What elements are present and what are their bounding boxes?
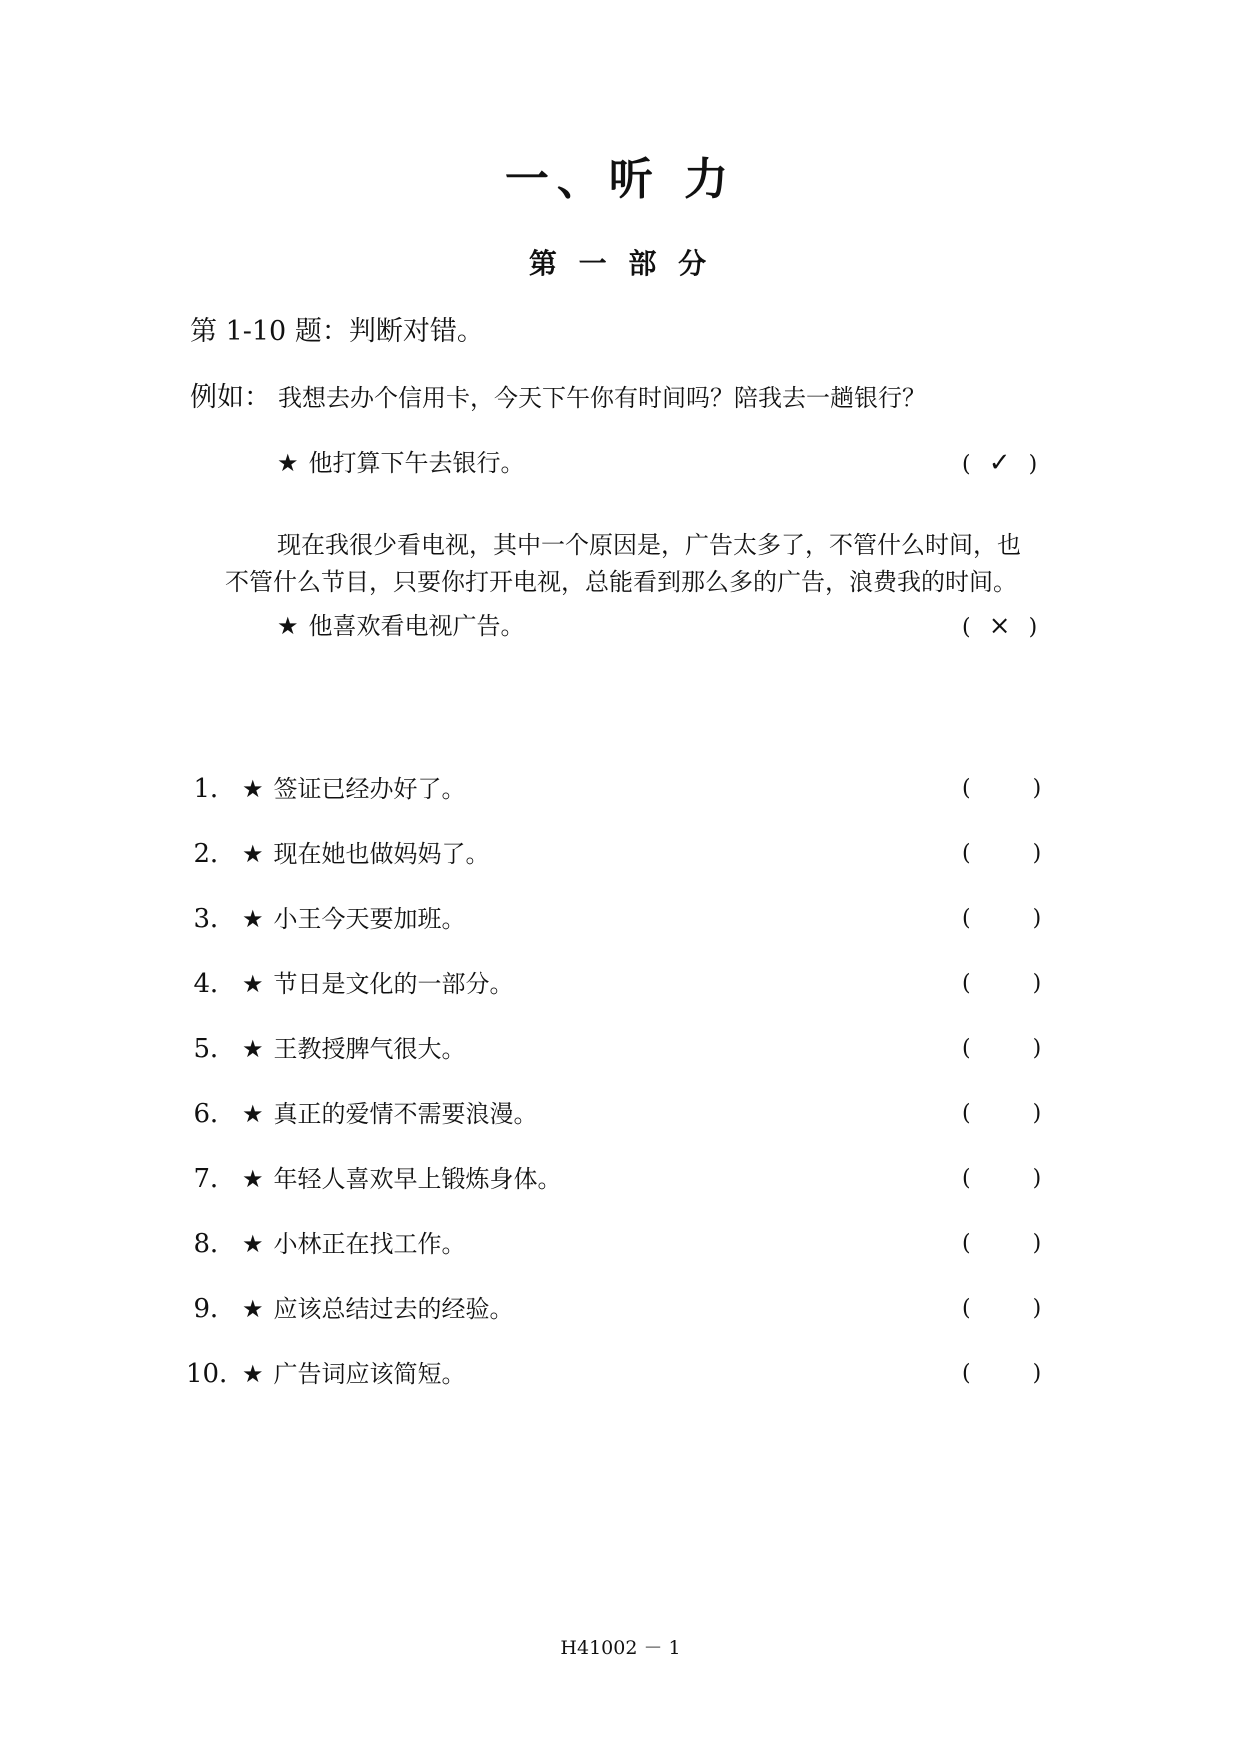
paren-open: ( xyxy=(962,615,971,640)
question-text: 小王今天要加班。 xyxy=(273,905,466,933)
answer-blank[interactable] xyxy=(962,967,1041,1001)
question-number: 6． xyxy=(193,1099,236,1129)
paren-close: ) xyxy=(1032,1231,1042,1256)
paren-close: ) xyxy=(1032,776,1042,801)
instructions: 第 1-10 题：判断对错。 xyxy=(190,316,484,347)
question-number: 2． xyxy=(193,839,236,869)
star-icon: ★ xyxy=(242,1035,264,1063)
question-item xyxy=(186,837,490,871)
star-icon: ★ xyxy=(242,1295,264,1323)
question-item xyxy=(186,1097,538,1131)
example-question: 我想去办个信用卡，今天下午你有时间吗？陪我去一趟银行？ xyxy=(278,384,926,412)
answer-blank[interactable] xyxy=(962,1292,1041,1326)
page-footer: H41002 － 1 xyxy=(560,1637,681,1659)
question-text: 现在她也做妈妈了。 xyxy=(273,840,490,868)
question-number: 10． xyxy=(186,1359,246,1389)
paren-close: ) xyxy=(1028,452,1038,477)
question-item xyxy=(186,967,514,1001)
question-text: 广告词应该简短。 xyxy=(273,1360,466,1388)
question-item xyxy=(186,1032,466,1066)
question-number: 4． xyxy=(193,969,236,999)
answer-blank[interactable] xyxy=(962,1227,1041,1261)
example-answer-2 xyxy=(962,609,1037,645)
question-number: 3． xyxy=(193,904,236,934)
star-icon: ★ xyxy=(277,449,299,477)
example-answer xyxy=(962,446,1037,482)
question-number: 7． xyxy=(193,1164,236,1194)
question-number: 8． xyxy=(193,1229,236,1259)
question-number: 5． xyxy=(193,1034,236,1064)
question-item xyxy=(186,1227,466,1261)
passage-line-1: 现在我很少看电视，其中一个原因是，广告太多了，不管什么时间，也 xyxy=(277,531,1021,559)
question-number: 9． xyxy=(193,1294,236,1324)
answer-blank[interactable] xyxy=(962,1162,1041,1196)
paren-close: ) xyxy=(1032,1036,1042,1061)
paren-close: ) xyxy=(1032,906,1042,931)
example-statement xyxy=(277,446,525,480)
question-item xyxy=(186,1292,514,1326)
part-title: 第 一 部 分 xyxy=(528,247,713,280)
answer-blank[interactable] xyxy=(962,1357,1041,1391)
example-label: 例如： xyxy=(190,382,271,413)
paren-open: ( xyxy=(962,452,971,477)
passage-line-2: 不管什么节目，只要你打开电视，总能看到那么多的广告，浪费我的时间。 xyxy=(225,568,1017,596)
paren-open: ( xyxy=(962,906,971,931)
paren-open: ( xyxy=(962,1036,971,1061)
paren-open: ( xyxy=(962,1361,971,1386)
paren-open: ( xyxy=(962,971,971,996)
question-text: 小林正在找工作。 xyxy=(273,1230,466,1258)
paren-close: ) xyxy=(1032,1166,1042,1191)
star-icon: ★ xyxy=(242,970,264,998)
paren-open: ( xyxy=(962,776,971,801)
paren-close: ) xyxy=(1032,971,1042,996)
star-icon: ★ xyxy=(242,775,264,803)
answer-blank[interactable] xyxy=(962,1097,1041,1131)
star-icon: ★ xyxy=(242,1360,264,1388)
answer-blank[interactable] xyxy=(962,837,1041,871)
question-item xyxy=(186,1357,466,1391)
example-statement-2-text: 他喜欢看电视广告。 xyxy=(308,612,525,640)
answer-blank[interactable] xyxy=(962,772,1041,806)
star-icon: ★ xyxy=(242,1165,264,1193)
question-text: 王教授脾气很大。 xyxy=(273,1035,466,1063)
cross-mark: × xyxy=(988,611,1011,641)
paren-close: ) xyxy=(1032,1361,1042,1386)
paren-close: ) xyxy=(1032,841,1042,866)
paren-close: ) xyxy=(1032,1296,1042,1321)
question-item xyxy=(186,1162,562,1196)
paren-close: ) xyxy=(1028,615,1038,640)
question-text: 年轻人喜欢早上锻炼身体。 xyxy=(273,1165,562,1193)
question-text: 签证已经办好了。 xyxy=(273,775,466,803)
star-icon: ★ xyxy=(277,612,299,640)
question-item xyxy=(186,902,466,936)
example-passage xyxy=(225,527,1055,601)
paren-open: ( xyxy=(962,1166,971,1191)
question-text: 应该总结过去的经验。 xyxy=(273,1295,514,1323)
answer-blank[interactable] xyxy=(962,902,1041,936)
paren-close: ) xyxy=(1032,1101,1042,1126)
paren-open: ( xyxy=(962,1101,971,1126)
paren-open: ( xyxy=(962,1296,971,1321)
question-text: 真正的爱情不需要浪漫。 xyxy=(273,1100,538,1128)
star-icon: ★ xyxy=(242,905,264,933)
question-number: 1． xyxy=(193,774,236,804)
star-icon: ★ xyxy=(242,840,264,868)
answer-blank[interactable] xyxy=(962,1032,1041,1066)
star-icon: ★ xyxy=(242,1230,264,1258)
section-title: 一、听 力 xyxy=(504,154,737,205)
question-text: 节日是文化的一部分。 xyxy=(273,970,514,998)
check-mark: ✓ xyxy=(988,448,1011,478)
paren-open: ( xyxy=(962,1231,971,1256)
question-item xyxy=(186,772,466,806)
example-statement-text: 他打算下午去银行。 xyxy=(308,449,525,477)
paren-open: ( xyxy=(962,841,971,866)
star-icon: ★ xyxy=(242,1100,264,1128)
example-statement-2 xyxy=(277,609,525,643)
